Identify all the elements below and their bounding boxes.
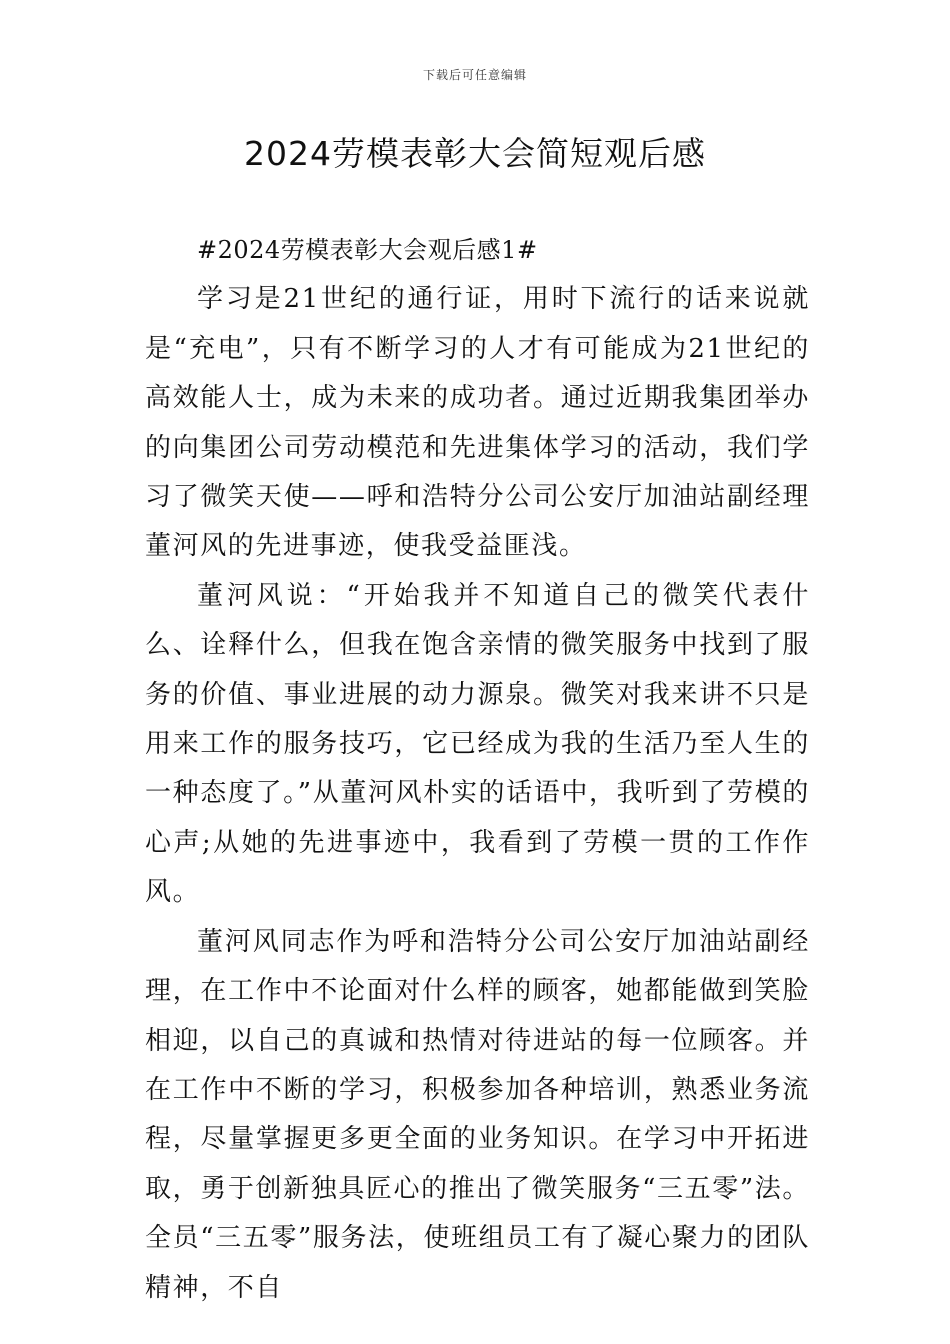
header-note: 下载后可任意编辑 — [422, 68, 527, 82]
document-title: 2024劳模表彰大会简短观后感 — [244, 134, 706, 173]
paragraph-3: 董河风同志作为呼和浩特分公司公安厅加油站副经理，在工作中不论面对什么样的顾客，她都能做到笑脸相迎，以自己的真诚和热情对待进站的每一位顾客。并在工作中不断的学习，积极参加各种培训，熟悉业务流程，尽量掌握更多更全面的业务知识。在学习中开拓进取，勇于创新独具匠心的推出了微笑服务“三五零”法。全员“三五零”服务法，使班组员工有了凝心聚力的团队精神，不自 — [145, 926, 810, 1303]
paragraph-2: 董河风说：“开始我并不知道自己的微笑代表什么、诠释什么，但我在饱含亲情的微笑服务中找到了服务的价值、事业进展的动力源泉。微笑对我来讲不只是用来工作的服务技巧，它已经成为我的生活乃至人生的一种态度了。”从董河风朴实的话语中，我听到了劳模的心声;从她的先进事迹中，我看到了劳模一贯的工作作风。 — [145, 580, 810, 908]
paragraph-1: 学习是21世纪的通行证，用时下流行的话来说就是“充电”，只有不断学习的人才有可能成为21世纪的高效能人士，成为未来的成功者。通过近期我集团举办的向集团公司劳动模范和先进集体学习的活动，我们学习了微笑天使——呼和浩特分公司公安厅加油站副经理董河风的先进事迹，使我受益匪浅。 — [145, 284, 810, 562]
section-heading: #2024劳模表彰大会观后感1# — [197, 236, 538, 264]
document-body — [145, 226, 810, 1313]
